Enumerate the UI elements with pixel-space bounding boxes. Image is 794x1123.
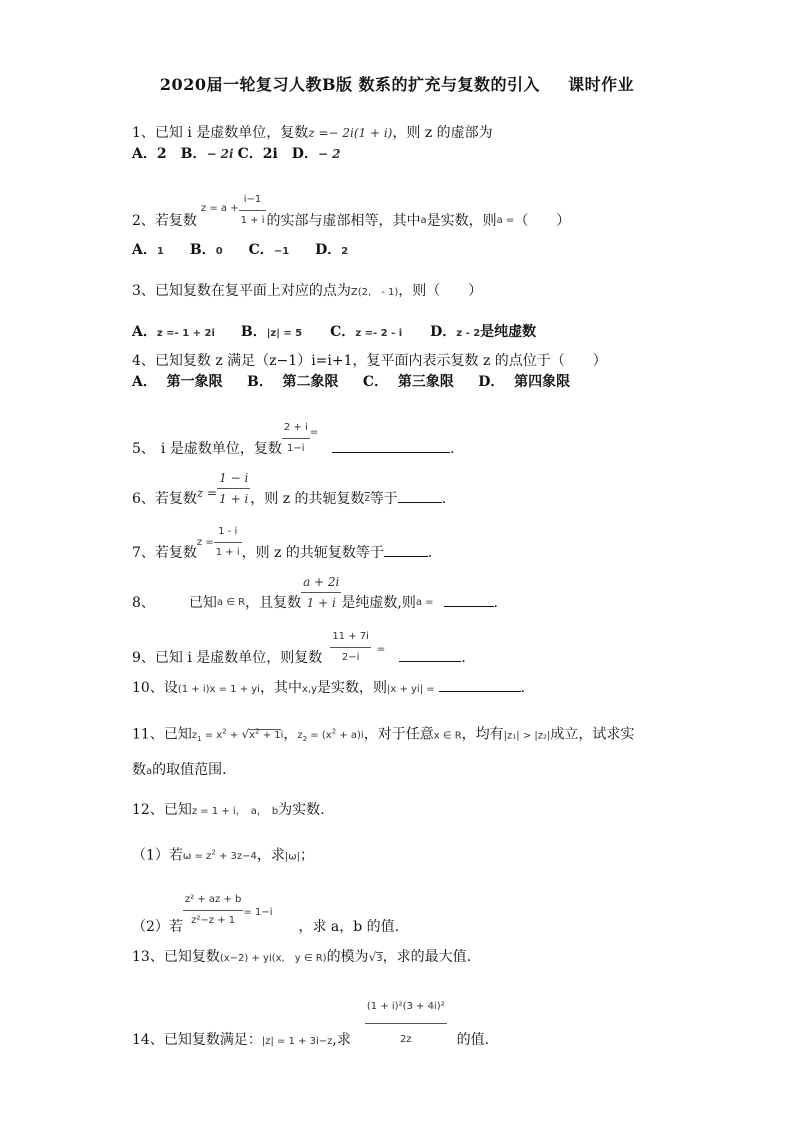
q10-text-mid: ，其中 <box>259 680 302 696</box>
q11-z2-sub: 2 <box>302 735 308 744</box>
q7-text: 若复数 <box>154 544 197 561</box>
q11-sqrt-sup: 2 <box>255 728 260 736</box>
q5-answer-blank[interactable] <box>332 438 450 453</box>
q4-text: 4、已知复数 z 满足（z−1）i=i+1，复平面内表示复数 z 的点位于（ ） <box>132 353 607 369</box>
q14-text: 已知复数满足： <box>163 1031 262 1048</box>
q11-z2-eq: = (x <box>310 730 332 742</box>
q10-number: 10、 <box>132 680 164 696</box>
q2-option-a: 1 <box>156 246 164 257</box>
q9-answer-blank[interactable] <box>399 647 461 662</box>
q14-fraction <box>365 997 447 1050</box>
q6-zbar: z <box>364 492 370 504</box>
q6-number: 6、 <box>132 490 155 507</box>
q9-number: 9、 <box>132 649 155 666</box>
q11-condition: x ∈ R <box>433 730 462 742</box>
q2-option-c-label: C． <box>248 242 274 258</box>
q7-text-post: ，则 z 的共轭复数等于 <box>241 544 384 561</box>
q1-formula: z =− 2i(1 + i) <box>308 126 393 140</box>
q13-text-mid: 的模为 <box>326 949 369 965</box>
q1-option-a: A．2 <box>132 146 167 162</box>
q6-numerator: 1 − i <box>219 471 249 485</box>
q9-numerator: 11 + 7i <box>332 631 369 642</box>
q11-number: 11、 <box>132 726 164 743</box>
q8-aeq: a = <box>415 596 434 608</box>
q8-text-post: 是纯虚数,则 <box>341 594 416 611</box>
question-8 <box>132 560 498 611</box>
q12-number: 12、 <box>132 802 164 818</box>
question-12-part2 <box>132 876 400 935</box>
q2-aeq: a = <box>496 214 515 226</box>
q14-number: 14、 <box>132 1031 164 1048</box>
q13-sqrt-value: 3 <box>376 953 383 964</box>
question-9 <box>132 613 466 666</box>
q12-p1-pre: （1）若 <box>132 847 183 864</box>
q4-options-text: A． 第一象限 B． 第二象限 C． 第三象限 D． 第四象限 <box>132 374 571 390</box>
q2-option-b: 0 <box>215 246 223 257</box>
q11-plus: + <box>229 730 239 742</box>
q3-text-post: ，则（ ） <box>398 283 483 299</box>
q2-option-c: −1 <box>273 246 290 257</box>
q5-eq: = <box>309 426 319 438</box>
q14-numerator: (1 + i)²(3 + 4i)² <box>366 1001 445 1012</box>
question-10 <box>132 677 525 700</box>
q1-text-post: ，则 z 的虚部为 <box>392 125 493 141</box>
question-4 <box>132 351 607 371</box>
q10-abs: |x + yi| = <box>386 684 435 695</box>
q2-numerator: i−1 <box>243 194 262 205</box>
q9-denominator: 2−i <box>330 647 371 668</box>
q2-lhs: z = a + <box>200 202 239 214</box>
q7-lhs: z = <box>196 536 214 548</box>
question-3-options <box>132 322 536 344</box>
q2-option-d-label: D． <box>315 242 342 258</box>
q12-numerator: z² + az + b <box>184 894 242 905</box>
q2-option-b-label: B． <box>189 242 216 258</box>
q12-fraction <box>183 890 243 931</box>
q7-fraction <box>214 522 242 563</box>
q12-p2-pre: （2）若 <box>132 918 183 935</box>
q3-option-d-text: 是纯虚数 <box>480 324 537 340</box>
q3-option-c: z =- 2 - i <box>355 328 403 339</box>
q7-numerator: 1 - i <box>218 526 238 537</box>
q2-text-post2: 是实数，则 <box>426 212 497 229</box>
title-tail: 课时作业 <box>568 75 635 94</box>
q11-z1: z <box>191 730 198 742</box>
q3-number: 3、 <box>132 283 155 299</box>
q11-var-a: a <box>146 766 153 777</box>
q8-fraction <box>301 572 341 613</box>
q10-text: 设 <box>163 680 178 696</box>
q13-text-post: ，求的最大值. <box>382 949 472 965</box>
q12-formula: z = 1 + i， a， b <box>191 806 279 817</box>
q8-number: 8、 <box>132 594 155 611</box>
q5-end: . <box>450 440 455 457</box>
q11-z2-rest: + a)i <box>339 730 364 742</box>
question-2 <box>132 178 571 229</box>
q2-number: 2、 <box>132 212 155 229</box>
q2-option-a-label: A． <box>132 242 157 258</box>
q11-sqrt-x: x <box>249 730 256 742</box>
q1-option-c: C．2i <box>237 146 278 162</box>
q11-z1-formula: $z_1 = x^2 + √x^2 + 1i$ <box>191 727 284 744</box>
q7-end: . <box>427 544 433 561</box>
q12-p1-rest: + 3z−4 <box>218 851 257 863</box>
q11-text-mid: ，对于任意 <box>363 726 434 743</box>
q1-option-b: − 2i <box>206 147 234 161</box>
q7-answer-blank[interactable] <box>384 542 428 557</box>
q3-option-b: |z| = 5 <box>266 328 303 339</box>
q5-text: i 是虚数单位，复数 <box>160 440 282 457</box>
q9-eq: = <box>376 643 386 655</box>
question-12 <box>132 800 325 822</box>
q11-inequality: |z₁| > |z₂| <box>503 730 551 742</box>
q10-xy: x,y <box>301 684 317 695</box>
q11-i: i <box>280 730 284 742</box>
q3-option-a: z =- 1 + 2i <box>156 328 215 339</box>
q11-z2: z <box>297 730 303 742</box>
q10-end: . <box>520 680 526 696</box>
question-7 <box>132 508 433 561</box>
q12-omega: ω = z <box>182 851 212 863</box>
q12-denominator: z²−z + 1 <box>183 910 243 931</box>
question-4-options <box>132 372 570 392</box>
q12-omega-formula: $\omega = z^2 + 3z-4$ <box>182 849 257 863</box>
question-3 <box>132 281 482 303</box>
q6-answer-blank[interactable] <box>398 488 442 503</box>
q14-text-post: 的值. <box>456 1031 490 1048</box>
q2-denominator: 1 + i <box>239 210 267 231</box>
question-11 <box>132 722 634 749</box>
q6-fraction <box>217 468 250 509</box>
q14-denominator: 2z <box>365 1023 447 1050</box>
q6-end: . <box>441 490 447 507</box>
q5-fraction <box>282 418 310 459</box>
question-6 <box>132 456 447 507</box>
q1-text: 已知 i 是虚数单位，复数 <box>154 125 309 141</box>
title-main: 2020届一轮复习人教B版 数系的扩充与复数的引入 <box>159 75 541 94</box>
q7-denominator: 1 + i <box>214 542 242 563</box>
q2-text: 若复数 <box>154 212 197 229</box>
q2-paren: （ ） <box>514 212 571 229</box>
q10-text-post: 是实数，则 <box>316 680 387 696</box>
q8-end: . <box>493 594 498 611</box>
q9-text: 已知 i 是虚数单位，则复数 <box>154 649 323 666</box>
q5-numerator: 2 + i <box>283 422 308 433</box>
q2-fraction <box>239 190 267 231</box>
q11-text: 已知 <box>163 726 192 743</box>
q8-text: 已知 <box>188 594 217 611</box>
q11-z1-sub: 1 <box>197 735 202 744</box>
q8-condition: a ∈ R <box>216 596 246 608</box>
q5-number: 5、 <box>132 440 155 457</box>
q6-lhs: z = <box>196 485 218 500</box>
q3-option-b-label: B． <box>240 324 267 340</box>
q11-text-mid2: ，均有 <box>461 726 504 743</box>
q11-z1-eq: = x <box>204 730 223 742</box>
q2-option-d: 2 <box>341 246 349 257</box>
q1-option-b-label: B． <box>180 146 207 162</box>
q11-line2-post: 的取值范围. <box>152 762 227 778</box>
q6-text-post2: 等于 <box>369 490 398 507</box>
question-1-options <box>132 144 341 164</box>
q8-answer-blank[interactable] <box>444 592 494 607</box>
q5-denominator: 1−i <box>282 438 310 459</box>
q11-sqrt-rest: + 1 <box>262 730 281 742</box>
q3-option-d: z - 2 <box>456 328 481 339</box>
q1-option-d-label: D． <box>291 146 318 162</box>
q13-text: 已知复数 <box>163 949 220 965</box>
q11-comma: ， <box>283 726 298 743</box>
q12-text-post: 为实数. <box>278 802 325 818</box>
page-title <box>0 72 794 95</box>
q9-end: . <box>461 649 466 666</box>
q13-formula: (x−2) + yi(x, y ∈ R) <box>219 953 327 964</box>
question-13: 13、已知复数(x−2) + yi(x, y ∈ R)的模为√3，求的最大值. <box>132 949 472 965</box>
q14-formula: |z| = 1 + 3i−z <box>261 1035 333 1047</box>
q8-text-mid: ，且复数 <box>245 594 302 611</box>
question-2-options <box>132 240 348 262</box>
q8-denominator: 1 + i <box>301 592 341 613</box>
question-12-part1 <box>132 843 314 867</box>
q11-text-post: 成立，试求实 <box>550 726 635 743</box>
q12-p2-post: ，求 a，b 的值. <box>298 918 400 935</box>
q11-line2-pre: 数 <box>132 762 146 778</box>
q3-option-c-label: C． <box>330 324 356 340</box>
q14-text-mid: ,求 <box>332 1031 351 1048</box>
q7-number: 7、 <box>132 544 155 561</box>
question-14 <box>132 983 490 1048</box>
q11-z2-formula: $z_2 = (x^2 + a)i$ <box>297 728 364 744</box>
q12-text: 已知 <box>163 802 192 818</box>
q9-fraction <box>330 627 371 668</box>
q8-numerator: a + 2i <box>303 575 340 589</box>
q12-p1-end: ； <box>299 847 314 864</box>
q3-point: Z(2, - 1) <box>350 287 399 298</box>
q13-number: 13、 <box>132 949 164 965</box>
q3-option-a-label: A． <box>132 324 157 340</box>
q12-p1-mid: ，求 <box>256 847 285 864</box>
q3-option-d-label: D． <box>430 324 457 340</box>
q2-var-a: a <box>420 214 427 226</box>
q11-sup: 2 <box>222 728 227 736</box>
question-1 <box>132 123 493 143</box>
question-11-line2 <box>132 760 227 782</box>
q12-p1-abs: |ω| <box>284 851 300 863</box>
q10-formula: (1 + i)x = 1 + yi <box>177 684 260 695</box>
question-5 <box>132 404 455 457</box>
q6-text: 若复数 <box>154 490 197 507</box>
q10-answer-blank[interactable] <box>439 677 521 692</box>
q2-text-post: 的实部与虚部相等，其中 <box>266 212 421 229</box>
q1-number: 1、 <box>132 125 155 141</box>
q6-denominator: 1 + i <box>217 488 250 509</box>
q12-rhs: = 1−i <box>243 906 273 918</box>
q1-option-d: − 2 <box>317 147 341 161</box>
q3-text: 已知复数在复平面上对应的点为 <box>154 283 351 299</box>
q6-text-post: ，则 z 的共轭复数 <box>250 490 365 507</box>
